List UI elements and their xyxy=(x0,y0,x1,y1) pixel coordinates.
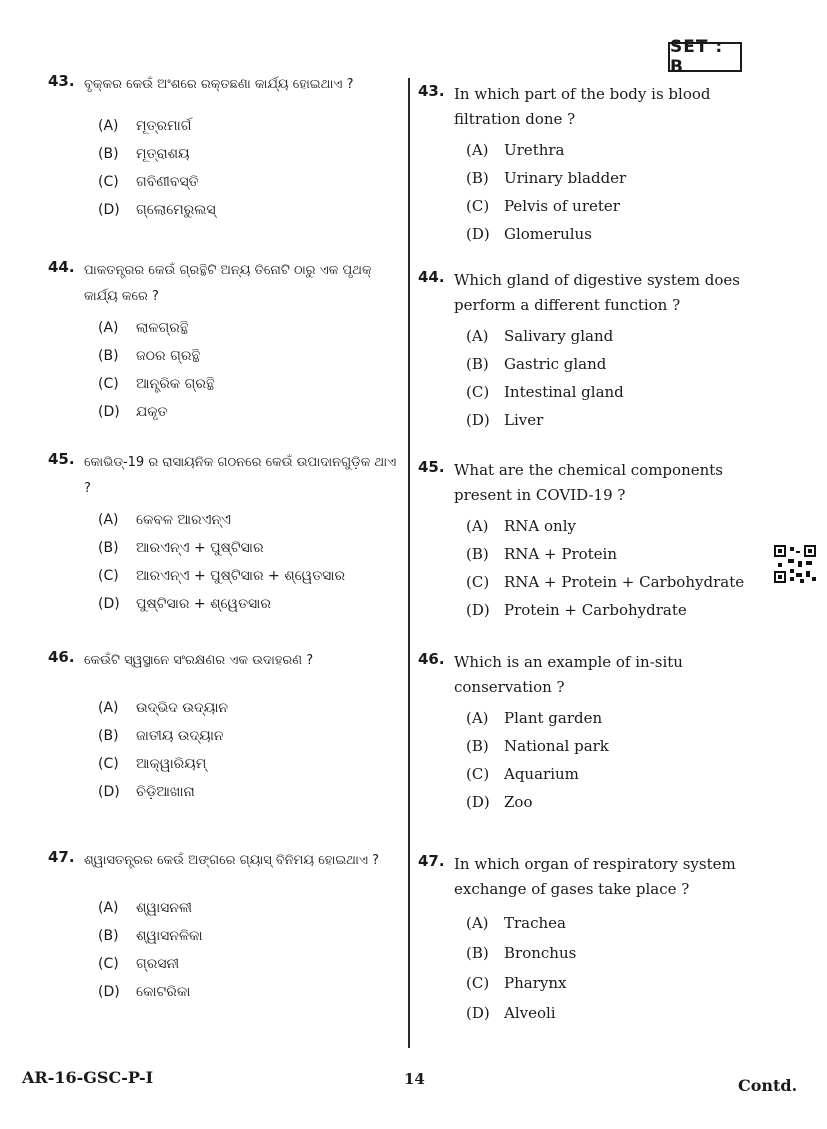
option: (C) Pharynx xyxy=(466,974,567,992)
question-45-english xyxy=(418,458,763,624)
option: (D) ଯକୃତ xyxy=(98,404,168,420)
qr-code-icon xyxy=(774,545,816,583)
option: (A) ଶ୍ୱାସନଳୀ xyxy=(98,900,193,916)
question-text: In which organ of respiratory system exchange of gases take place ? xyxy=(454,855,736,898)
option: (B) ଶ୍ୱାସନଳିକା xyxy=(98,928,203,944)
question-text: Which is an example of in-situ conservation ? xyxy=(454,653,683,696)
question-47-english xyxy=(418,852,763,1028)
question-text: ବୃକ୍କର କେଉଁ ଅଂଶରେ ରକ୍ତଛଣା କାର୍ଯ୍ୟ ହୋଇଥାଏ ? xyxy=(84,77,354,92)
question-text: କେଉଁଟି ସ୍ୱସ୍ଥାନେ ସଂରକ୍ଷଣର ଏକ ଉଦାହରଣ ? xyxy=(84,653,314,668)
question-number: 43. xyxy=(48,72,75,90)
question-44-english xyxy=(418,268,763,434)
question-number: 43. xyxy=(418,82,445,100)
set-label: SET : B xyxy=(668,42,742,72)
paper-code: AR-16-GSC-P-I xyxy=(22,1068,154,1087)
option: (C) Aquarium xyxy=(466,765,579,783)
question-43-odia xyxy=(48,72,400,224)
option: (D) Zoo xyxy=(466,793,533,811)
question-text: ଶ୍ୱାସତନ୍ତ୍ରର କେଉଁ ଅଙ୍ଗରେ ଗ୍ୟାସ୍ ବିନିମୟ ହୋଇଥାଏ ? xyxy=(84,853,379,868)
option: (B) ଆରଏନ୍ଏ + ପୁଷ୍ଟିସାର xyxy=(98,540,264,556)
option: (A) Urethra xyxy=(466,141,565,159)
option: (A) ଉଦ୍ଭିଦ ଉଦ୍ୟାନ xyxy=(98,700,229,716)
option: (B) Bronchus xyxy=(466,944,577,962)
question-text: In which part of the body is blood filtration done ? xyxy=(454,85,711,128)
option: (A) Trachea xyxy=(466,914,566,932)
option: (C) Pelvis of ureter xyxy=(466,197,620,215)
option: (B) ମୂତ୍ରାଶୟ xyxy=(98,146,190,162)
question-text: Which gland of digestive system does perform a different function ? xyxy=(454,271,740,314)
question-number: 47. xyxy=(48,848,75,866)
question-43-english xyxy=(418,82,763,248)
option: (A) Salivary gland xyxy=(466,327,614,345)
option: (B) National park xyxy=(466,737,609,755)
question-number: 44. xyxy=(418,268,445,286)
option: (B) ଜଠର ଗ୍ରନ୍ଥି xyxy=(98,348,201,364)
option: (D) କୋଟରିକା xyxy=(98,984,191,1000)
question-number: 44. xyxy=(48,258,75,276)
option: (C) ଆନ୍ତ୍ରିକ ଗ୍ରନ୍ଥି xyxy=(98,376,215,392)
question-47-odia xyxy=(48,848,400,1006)
option: (D) ଚିଡ଼ିଆଖାନା xyxy=(98,784,195,800)
continued-label: Contd. xyxy=(738,1076,798,1095)
option: (A) ଲାଳଗ୍ରନ୍ଥି xyxy=(98,320,189,336)
question-44-odia xyxy=(48,258,400,426)
option: (C) ଆରଏନ୍ଏ + ପୁଷ୍ଟିସାର + ଶ୍ୱେତସାର xyxy=(98,568,346,584)
option: (C) ଗ୍ରସନୀ xyxy=(98,956,180,972)
question-number: 45. xyxy=(48,450,75,468)
option: (D) Glomerulus xyxy=(466,225,592,243)
question-number: 46. xyxy=(418,650,445,668)
option: (D) Liver xyxy=(466,411,544,429)
option: (D) ଗ୍ଲୋମେରୁଲସ୍ xyxy=(98,202,216,218)
option: (C) ଗବିଣୀବସ୍ତି xyxy=(98,174,199,190)
option: (D) Protein + Carbohydrate xyxy=(466,601,687,619)
option: (B) ଜାତୀୟ ଉଦ୍ୟାନ xyxy=(98,728,224,744)
option: (A) ମୂତ୍ରମାର୍ଗ xyxy=(98,118,192,134)
question-number: 45. xyxy=(418,458,445,476)
option: (B) RNA + Protein xyxy=(466,545,618,563)
option: (A) କେବଳ ଆରଏନ୍ଏ xyxy=(98,512,231,528)
question-text: What are the chemical components present in COVID-19 ? xyxy=(454,461,723,504)
option: (C) Intestinal gland xyxy=(466,383,624,401)
option: (B) Gastric gland xyxy=(466,355,607,373)
question-text: ପାକତନ୍ତ୍ରର କେଉଁ ଗ୍ରନ୍ଥିଟି ଅନ୍ୟ ତିନୋଟି ଠାରୁ ଏକ ପୃଥକ୍ କାର୍ଯ୍ୟ କରେ ? xyxy=(84,263,372,304)
page-number: 14 xyxy=(404,1070,425,1088)
column-divider xyxy=(408,78,410,1048)
option: (A) RNA only xyxy=(466,517,576,535)
question-45-odia xyxy=(48,450,400,618)
question-46-english xyxy=(418,650,763,816)
option: (D) ପୁଷ୍ଟିସାର + ଶ୍ୱେତସାର xyxy=(98,596,271,612)
option: (C) ଆକ୍ୱାରିୟମ୍ xyxy=(98,756,207,772)
option: (A) Plant garden xyxy=(466,709,603,727)
option: (D) Alveoli xyxy=(466,1004,556,1022)
option: (B) Urinary bladder xyxy=(466,169,627,187)
question-text: କୋଭିଡ୍-19 ର ରାସାୟନିକ ଗଠନରେ କେଉଁ ଉପାଦାନଗୁଡ଼ିକ ଥାଏ ? xyxy=(84,455,397,496)
question-46-odia xyxy=(48,648,400,806)
option: (C) RNA + Protein + Carbohydrate xyxy=(466,573,745,591)
question-number: 46. xyxy=(48,648,75,666)
question-number: 47. xyxy=(418,852,445,870)
